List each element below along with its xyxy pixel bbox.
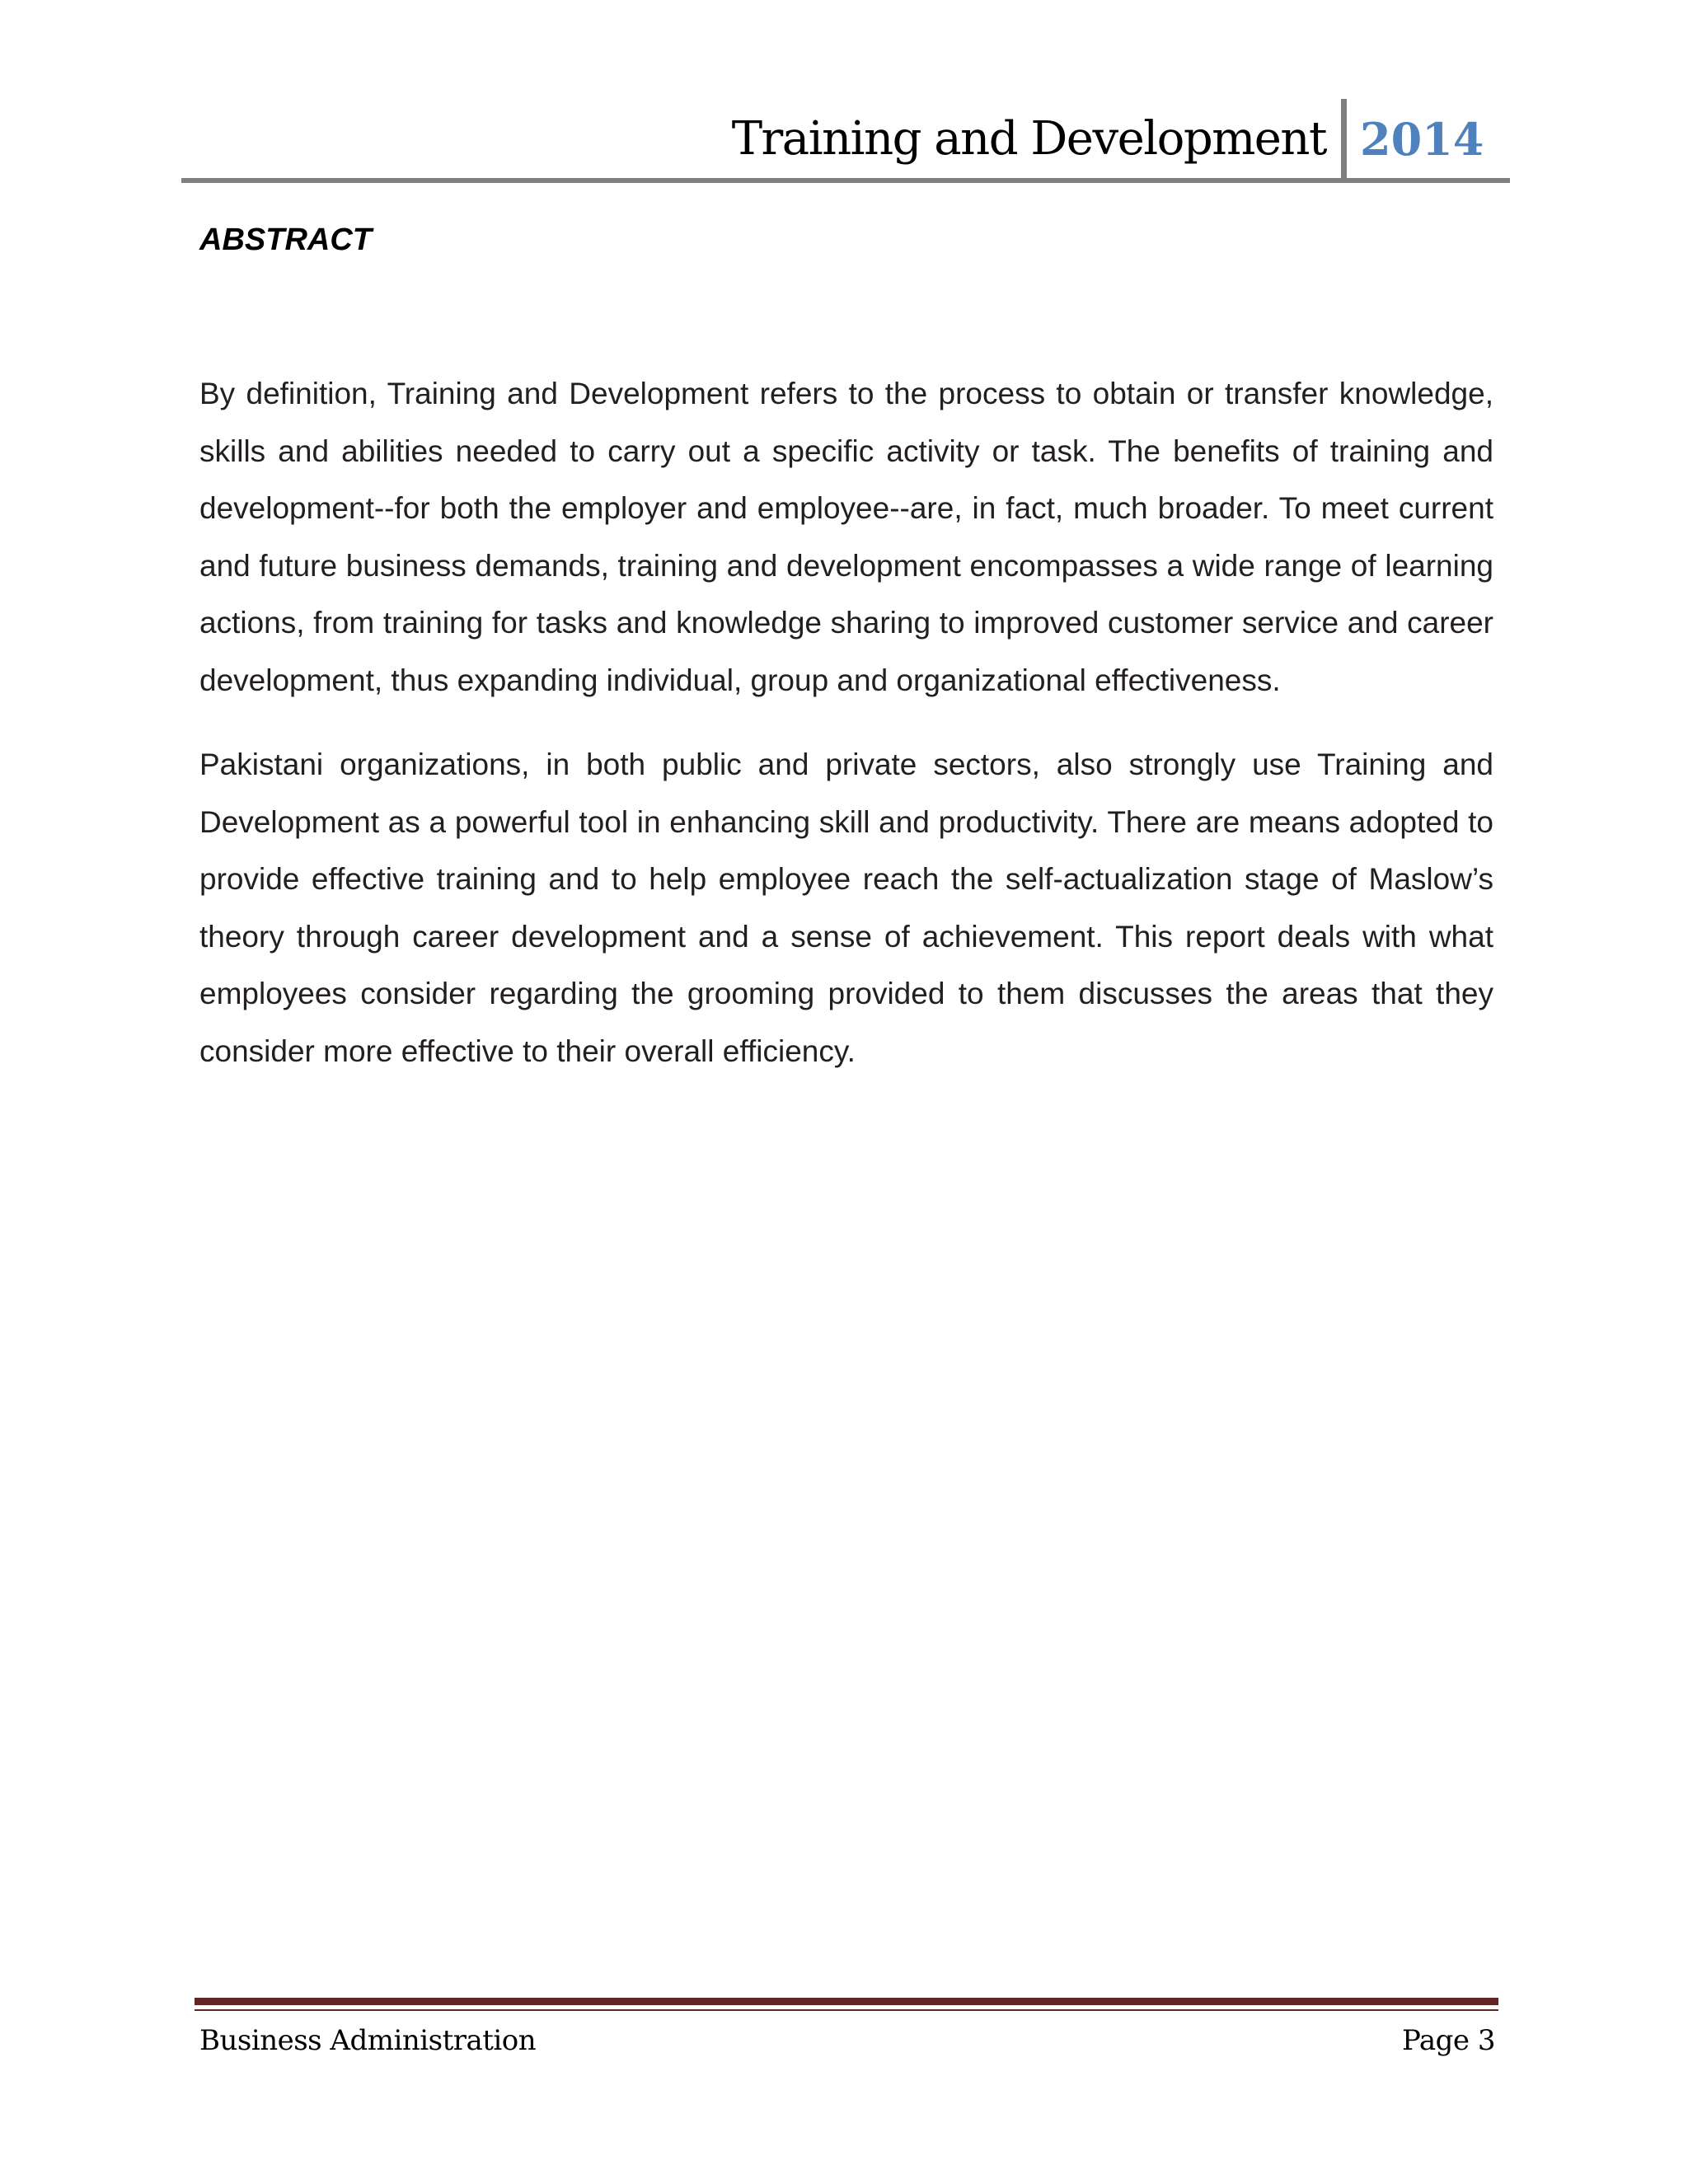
header-separator — [1341, 99, 1347, 180]
abstract-heading: ABSTRACT — [199, 223, 372, 257]
page-footer — [195, 1998, 1498, 2072]
header-title: Training and Development — [731, 112, 1326, 166]
abstract-body — [199, 365, 1493, 1107]
paragraph-pakistan: Pakistani organizations, in both public and private sectors, also strongly use Training and Development as a powerful tool in enhancing skill and productivity. There are means adopted to provide effective training and to help employee reach the self-actualization stage of Maslow’s theory through career development and a sense of achievement. This report deals with what employees consider regarding the grooming provided to them discusses the areas that they consider more effective to their overall efficiency. — [199, 748, 1493, 1068]
paragraph-definition: By definition, Training and Development refers to the process to obtain or transfer knowledge, skills and abilities needed to carry out a specific activity or task. The benefits of training and development--for both the employer and employee--are, in fact, much broader. To meet current and future business demands, training and development encompasses a wide range of learning actions, from training for tasks and knowledge sharing to improved customer service and career development, thus expanding individual, group and organizational effectiveness. — [199, 377, 1493, 697]
header-year: 2014 — [1360, 113, 1484, 166]
page-number: Page 3 — [1402, 2024, 1495, 2057]
footer-rule-thin — [195, 2009, 1498, 2011]
footer-rule-thick — [195, 1998, 1498, 2005]
header-rule — [181, 178, 1510, 183]
footer-department: Business Administration — [199, 2024, 537, 2057]
page-header — [181, 97, 1510, 183]
